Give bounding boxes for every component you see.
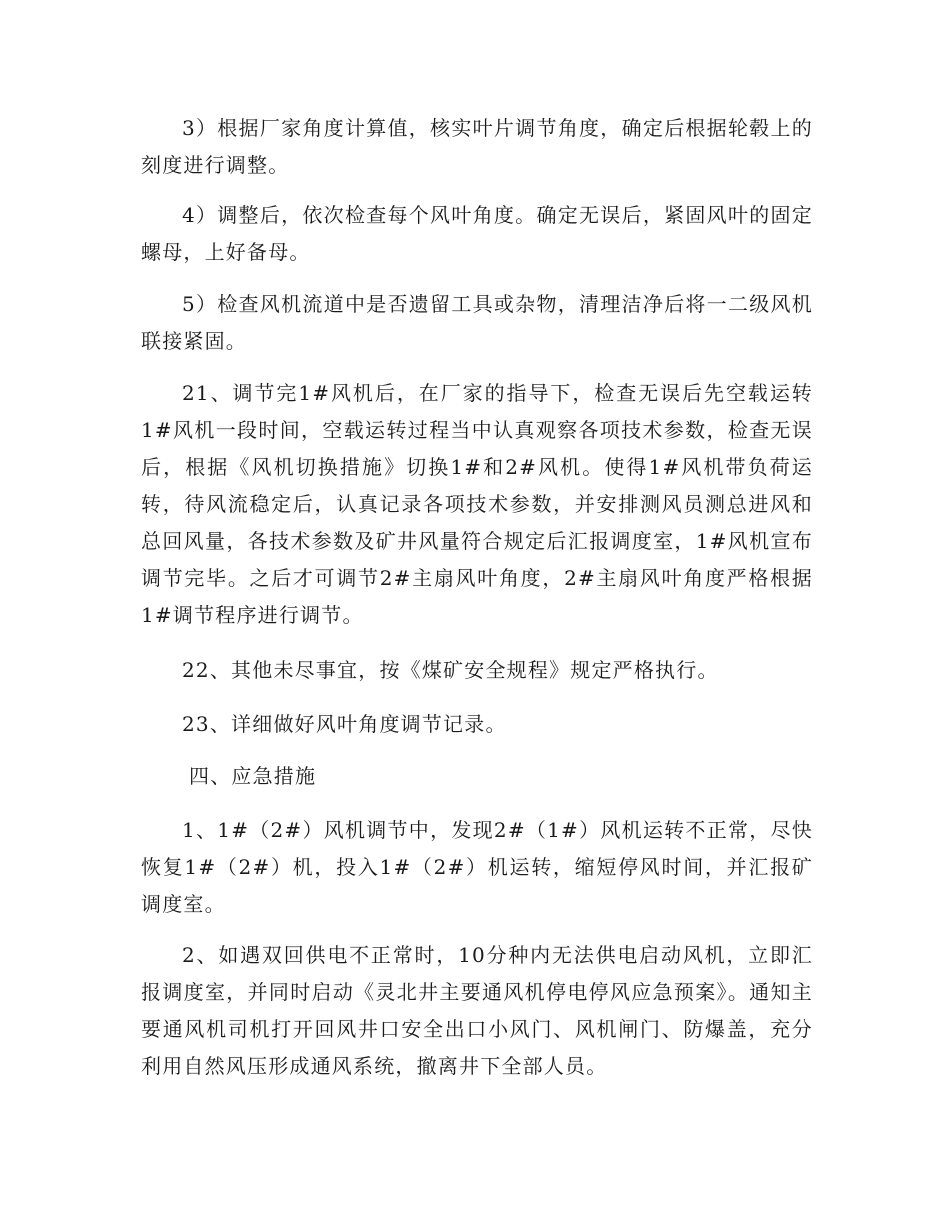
paragraph-step-5: 5）检查风机流道中是否遗留工具或杂物，清理洁净后将一二级风机联接紧固。 xyxy=(141,292,813,353)
paragraph-step-3: 3）根据厂家角度计算值，核实叶片调节角度，确定后根据轮毂上的刻度进行调整。 xyxy=(141,116,813,177)
paragraph-item-21: 21、调节完1#风机后，在厂家的指导下，检查无误后先空载运转1#风机一段时间，空载运转过程当中认真观察各项技术参数，检查无误后，根据《风机切换措施》切换1#和2#风机。使得1#风机带负荷运转，待风流稳定后，认真记录各项技术参数，并安排测风员测总进风和总回风量，各技术参数及矿井风量符合规定后汇报调度室，1#风机宣布调节完毕。之后才可调节2#主扇风叶角度，2#主扇风叶角度严格根据1#调节程序进行调节。 xyxy=(141,381,813,627)
paragraph-item-22: 22、其他未尽事宜，按《煤矿安全规程》规定严格执行。 xyxy=(182,658,719,682)
paragraph-emergency-1: 1、1#（2#）风机调节中，发现2#（1#）风机运转不正常，尽快恢复1#（2#）机，投入1#（2#）机运转，缩短停风时间，并汇报矿调度室。 xyxy=(141,818,813,916)
paragraph-item-23: 23、详细做好风叶角度调节记录。 xyxy=(182,712,507,736)
section-heading-emergency: 四、应急措施 xyxy=(189,764,317,788)
paragraph-step-4: 4）调整后，依次检查每个风叶角度。确定无误后，紧固风叶的固定螺母，上好备母。 xyxy=(141,203,813,264)
paragraph-emergency-2: 2、如遇双回供电不正常时，10分种内无法供电启动风机，立即汇报调度室，并同时启动《灵北井主要通风机停电停风应急预案》。通知主要通风机司机打开回风井口安全出口小风门、风机闸门、防爆盖，充分利用自然风压形成通风系统，撤离井下全部人员。 xyxy=(141,943,813,1078)
